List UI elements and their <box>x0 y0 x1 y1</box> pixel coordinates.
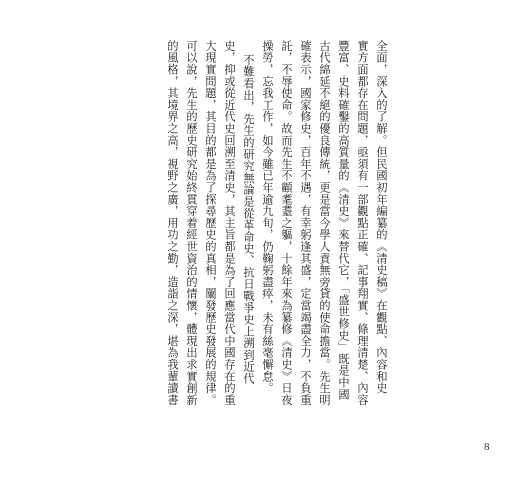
text-column-8: 不難看出，先生的研究無論是從革命史、抗日戰爭史上溯到近代 <box>242 54 255 385</box>
text-column-3: 豐富、史料確鑿的高質量的《清史》來替代它，「盛世修史」既是中國 <box>337 40 350 401</box>
text-column-7: 操勞，忘我工作，如今雖已年逾九旬，仍鞠躬盡瘁，未有絲毫懈怠。 <box>261 40 274 394</box>
text-column-10: 大現實問題，其目的都是為了探尋歷史的真相，闡發歷史發展的規律。 <box>204 40 217 406</box>
text-column-4: 古代綿延不絕的優良傳統，更是當今學人責無旁貸的使命擔當。先生明 <box>318 40 331 406</box>
text-column-1: 全面，深入的了解。但民國初年編纂的《清史稿》在觀點、內容和史 <box>375 40 388 394</box>
page-number: 8 <box>484 441 490 453</box>
text-column-2: 實方面都存在問題，亟須有一部觀點正確、記事翔實、條理清楚、內容 <box>356 40 369 406</box>
text-column-9: 史，抑或從近代史回溯至清史，其主旨都是為了回應當代中國存在的重 <box>223 40 236 406</box>
text-column-11: 可以說，先生的歷史研究始終貫穿着經世資治的情懷，體現出求實創新 <box>185 40 198 406</box>
text-column-6: 託，不辱使命。故而先生不顧耄耋之軀，十餘年來為纂修《清史》日夜 <box>280 40 293 406</box>
text-column-12: 的風格，其境界之高，視野之廣，用功之勤，造詣之深，堪為我輩讀書 <box>166 40 179 406</box>
text-column-5: 確表示，國家修史，百年不遇，有幸躬逢其盛，定當竭盡全力，不負重 <box>299 40 312 406</box>
